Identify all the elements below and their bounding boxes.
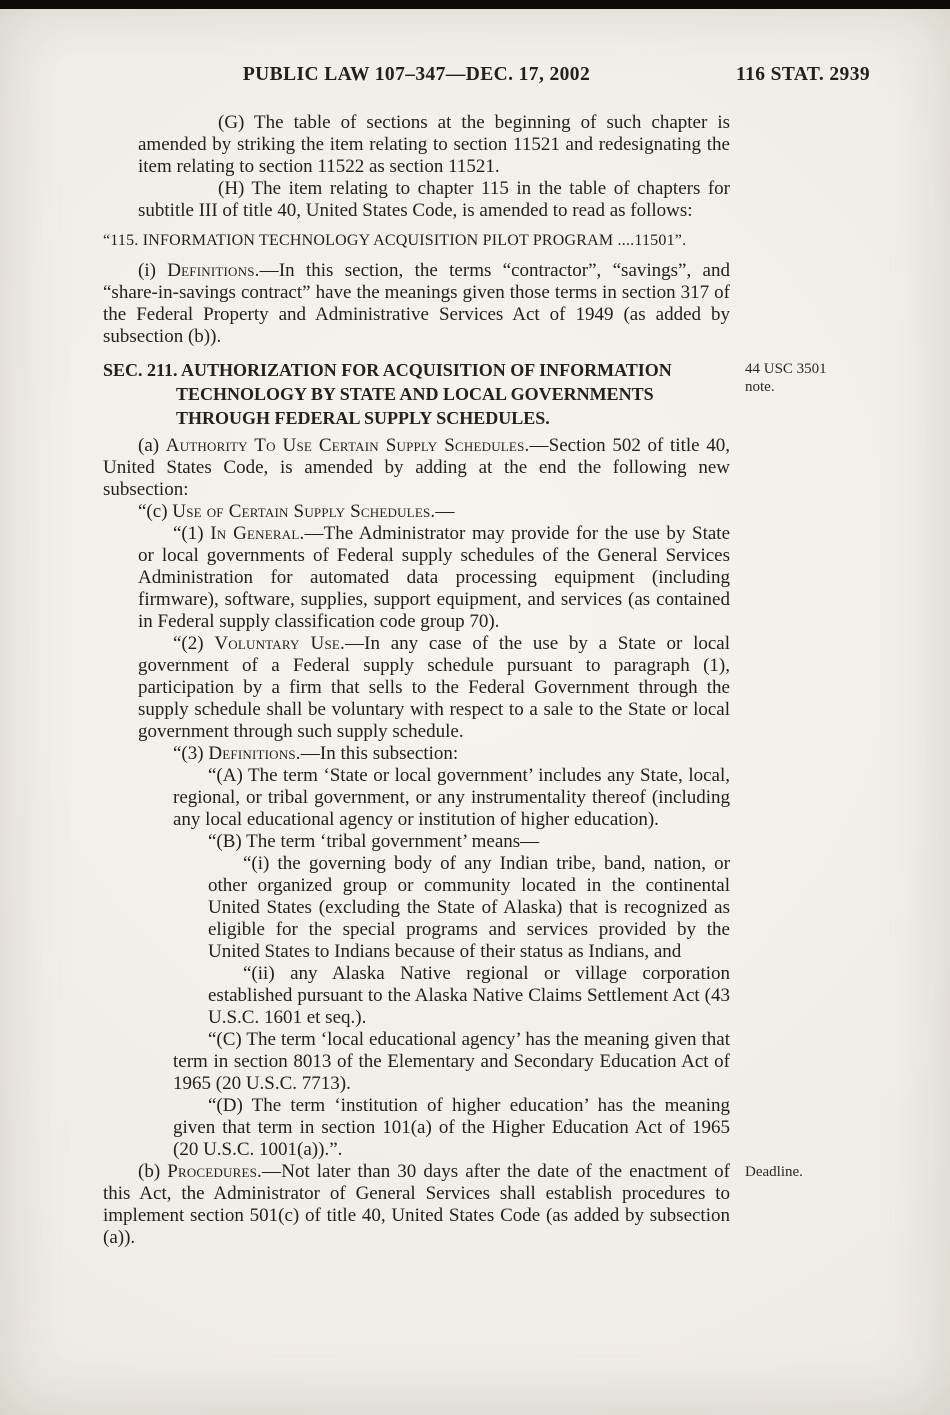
paragraph-text: In any case of the use by a State or local government of a Federal supply schedule pursuant to paragraph (1), participation by a firm that sells to the Federal Government through the supply schedule shall be voluntary with respect to a sale to the State or local government through such supply schedule. <box>138 633 730 742</box>
subparagraph-B: “(B) The term ‘tribal government’ means— <box>208 831 540 852</box>
paragraph-text: Not later than 30 days after the date of the enactment of this Act, the Administrator of General Services shall establish procedures to implement section 501(c) of title 40, United States Code (as added by subsection (a)). <box>103 1161 731 1248</box>
subsection-c-heading-line <box>138 501 730 523</box>
clause-ii: “(ii) any Alaska Native regional or village corporation established pursuant to the Alaska Native Claims Settlement Act (43 U.S.C. 1601 et seq.). <box>208 963 730 1028</box>
table-of-chapters-item: “115. INFORMATION TECHNOLOGY ACQUISITION PILOT PROGRAM ....11501”. <box>103 232 687 249</box>
paragraph-b-procedures <box>103 1161 803 1249</box>
paragraph-text: Section 502 of title 40, United States Code, is amended by adding at the end the following new subsection: <box>103 435 730 500</box>
paragraph-a-authority <box>103 435 730 501</box>
paragraph-prefix: “(3) <box>173 743 209 764</box>
paragraph-3-definitions <box>138 743 730 765</box>
paragraph-prefix: (b) <box>138 1161 168 1182</box>
margin-note-usc-citation: 44 USC 3501 note. <box>745 361 827 395</box>
paragraph-lead-smallcaps: Authority To Use Certain Supply Schedules.— <box>165 435 549 456</box>
paragraph-lead-smallcaps: Procedures.— <box>167 1161 282 1182</box>
paragraph-lead-smallcaps: Definitions.— <box>208 743 320 764</box>
paragraph-prefix: “(2) <box>173 633 215 654</box>
page-header <box>103 64 870 92</box>
section-heading-text: SEC. 211. AUTHORIZATION FOR ACQUISITION OF INFORMATION TECHNOLOGY BY STATE AND LOCAL GOVERNMENTS THROUGH FEDERAL SUPPLY SCHEDULES. <box>103 360 672 428</box>
paragraph-1-in-general <box>138 523 730 633</box>
paragraph-prefix: “(1) <box>173 523 211 544</box>
paragraph-i-definitions <box>103 260 730 348</box>
paragraph-text: In this section, the terms “contractor”, “savings”, and “share-in-savings contract” have the meanings given those terms in section 317 of the Federal Property and Administrative Services Act of 1949 (as added by subsection (b)). <box>103 260 730 347</box>
margin-note-deadline: Deadline. <box>745 1164 803 1180</box>
paragraph-G: (G) The table of sections at the beginning of such chapter is amended by striking the item relating to section 11521 and redesignating the item relating to section 11522 as section 11521. <box>138 112 730 177</box>
paragraph-prefix: “(c) <box>138 501 173 522</box>
paragraph-lead-smallcaps: Voluntary Use.— <box>214 633 365 654</box>
paragraph-H: (H) The item relating to chapter 115 in the table of chapters for subtitle III of title 40, United States Code, is amended to read as follows: <box>138 178 730 221</box>
paragraph-prefix: (a) <box>138 435 166 456</box>
paragraph-lead-smallcaps: In General.— <box>210 523 324 544</box>
paragraph-text: The Administrator may provide for the use by State or local governments of Federal supply schedules of the General Services Administration for automated data processing equipment (including firmware), software, supplies, support equipment, and services (as contained in Federal supply classification code group 70). <box>138 523 731 632</box>
statute-body <box>103 112 827 1249</box>
subparagraph-A: “(A) The term ‘State or local government’ includes any State, local, regional, or tribal government, or any instrumentality thereof (including any local educational agency or institution of higher education). <box>173 765 730 830</box>
paragraph-lead-smallcaps: Definitions.— <box>167 260 279 281</box>
paragraph-text: In this subsection: <box>319 743 459 764</box>
paragraph-lead-smallcaps: Use of Certain Supply Schedules.— <box>172 501 455 522</box>
law-title: PUBLIC LAW 107–347—DEC. 17, 2002 <box>242 64 591 85</box>
paragraph-prefix: (i) <box>138 260 168 281</box>
clause-i: “(i) the governing body of any Indian tribe, band, nation, or other organized group or community located in the continental United States (excluding the State of Alaska) that is recognized as eligible for the special programs and services provided by the United States to Indians because of their status as Indians, and <box>208 853 730 962</box>
subparagraph-D: “(D) The term ‘institution of higher education’ has the meaning given that term in section 101(a) of the Higher Education Act of 1965 (20 U.S.C. 1001(a)).”. <box>173 1095 730 1160</box>
subparagraph-C: “(C) The term ‘local educational agency’ has the meaning given that term in section 8013 of the Elementary and Secondary Education Act of 1965 (20 U.S.C. 7713). <box>173 1029 730 1094</box>
section-211-heading <box>103 358 827 430</box>
scan-top-edge <box>0 0 950 9</box>
paragraph-2-voluntary-use <box>138 633 730 743</box>
statute-page-number: 116 STAT. 2939 <box>736 64 870 85</box>
